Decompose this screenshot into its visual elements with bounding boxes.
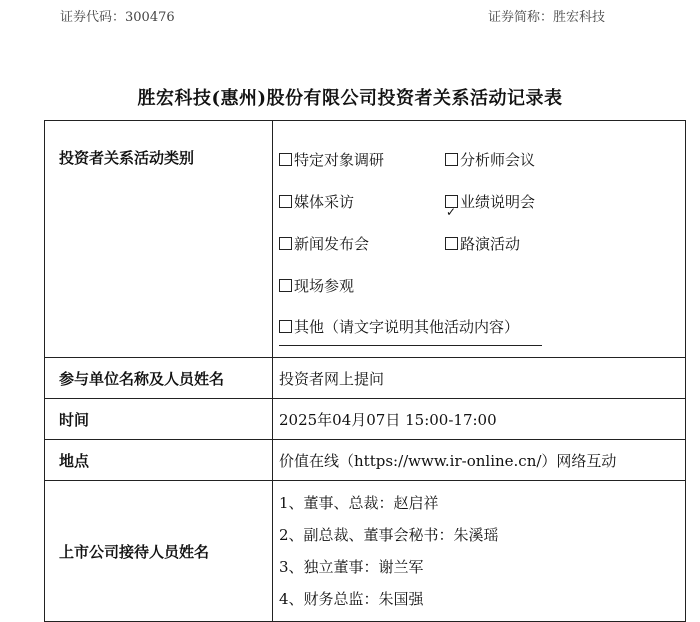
option-media-interview[interactable]: 媒体采访 <box>279 181 445 223</box>
activity-type-row <box>45 121 686 358</box>
staff-label: 上市公司接待人员姓名 <box>45 481 273 622</box>
time-value: 2025年04月07日 15:00-17:00 <box>273 399 686 440</box>
activity-type-label: 投资者关系活动类别 <box>45 121 273 358</box>
stock-code: 证券代码：300476 <box>60 10 175 25</box>
option-earnings-briefing[interactable]: ✓ 业绩说明会 <box>445 181 645 223</box>
staff-row <box>45 481 686 622</box>
record-table <box>44 120 686 622</box>
option-site-visit[interactable]: 现场参观 <box>279 265 445 307</box>
time-row <box>45 399 686 440</box>
option-press-conference[interactable]: 新闻发布会 <box>279 223 445 265</box>
participants-label: 参与单位名称及人员姓名 <box>45 358 273 399</box>
checkbox-icon <box>445 153 458 166</box>
staff-list <box>273 481 686 622</box>
place-value: 价值在线（https://www.ir-online.cn/）网络互动 <box>273 440 686 481</box>
place-label: 地点 <box>45 440 273 481</box>
checkbox-icon <box>445 237 458 250</box>
checkbox-icon <box>279 279 292 292</box>
checkbox-checked-icon <box>445 195 458 208</box>
checkbox-icon <box>279 195 292 208</box>
activity-type-options <box>279 133 685 307</box>
activity-type-cell <box>273 121 686 358</box>
option-analyst-meeting[interactable]: 分析师会议 <box>445 139 645 181</box>
time-label: 时间 <box>45 399 273 440</box>
option-special-research[interactable]: 特定对象调研 <box>279 139 445 181</box>
option-roadshow[interactable]: 路演活动 <box>445 223 645 265</box>
participants-value: 投资者网上提问 <box>273 358 686 399</box>
list-item: 4、财务总监：朱国强 <box>279 590 424 608</box>
checkbox-icon <box>279 153 292 166</box>
participants-row <box>45 358 686 399</box>
list-item: 1、董事、总裁：赵启祥 <box>279 494 439 512</box>
place-row <box>45 440 686 481</box>
option-other[interactable]: 其他（请文字说明其他活动内容） <box>279 307 685 346</box>
list-item: 2、副总裁、董事会秘书：朱溪瑶 <box>279 526 499 544</box>
stock-name: 证券简称：胜宏科技 <box>488 10 606 25</box>
list-item: 3、独立董事：谢兰军 <box>279 558 424 576</box>
checkbox-icon <box>279 320 292 333</box>
document-title: 胜宏科技(惠州)股份有限公司投资者关系活动记录表 <box>137 88 563 109</box>
checkbox-icon <box>279 237 292 250</box>
